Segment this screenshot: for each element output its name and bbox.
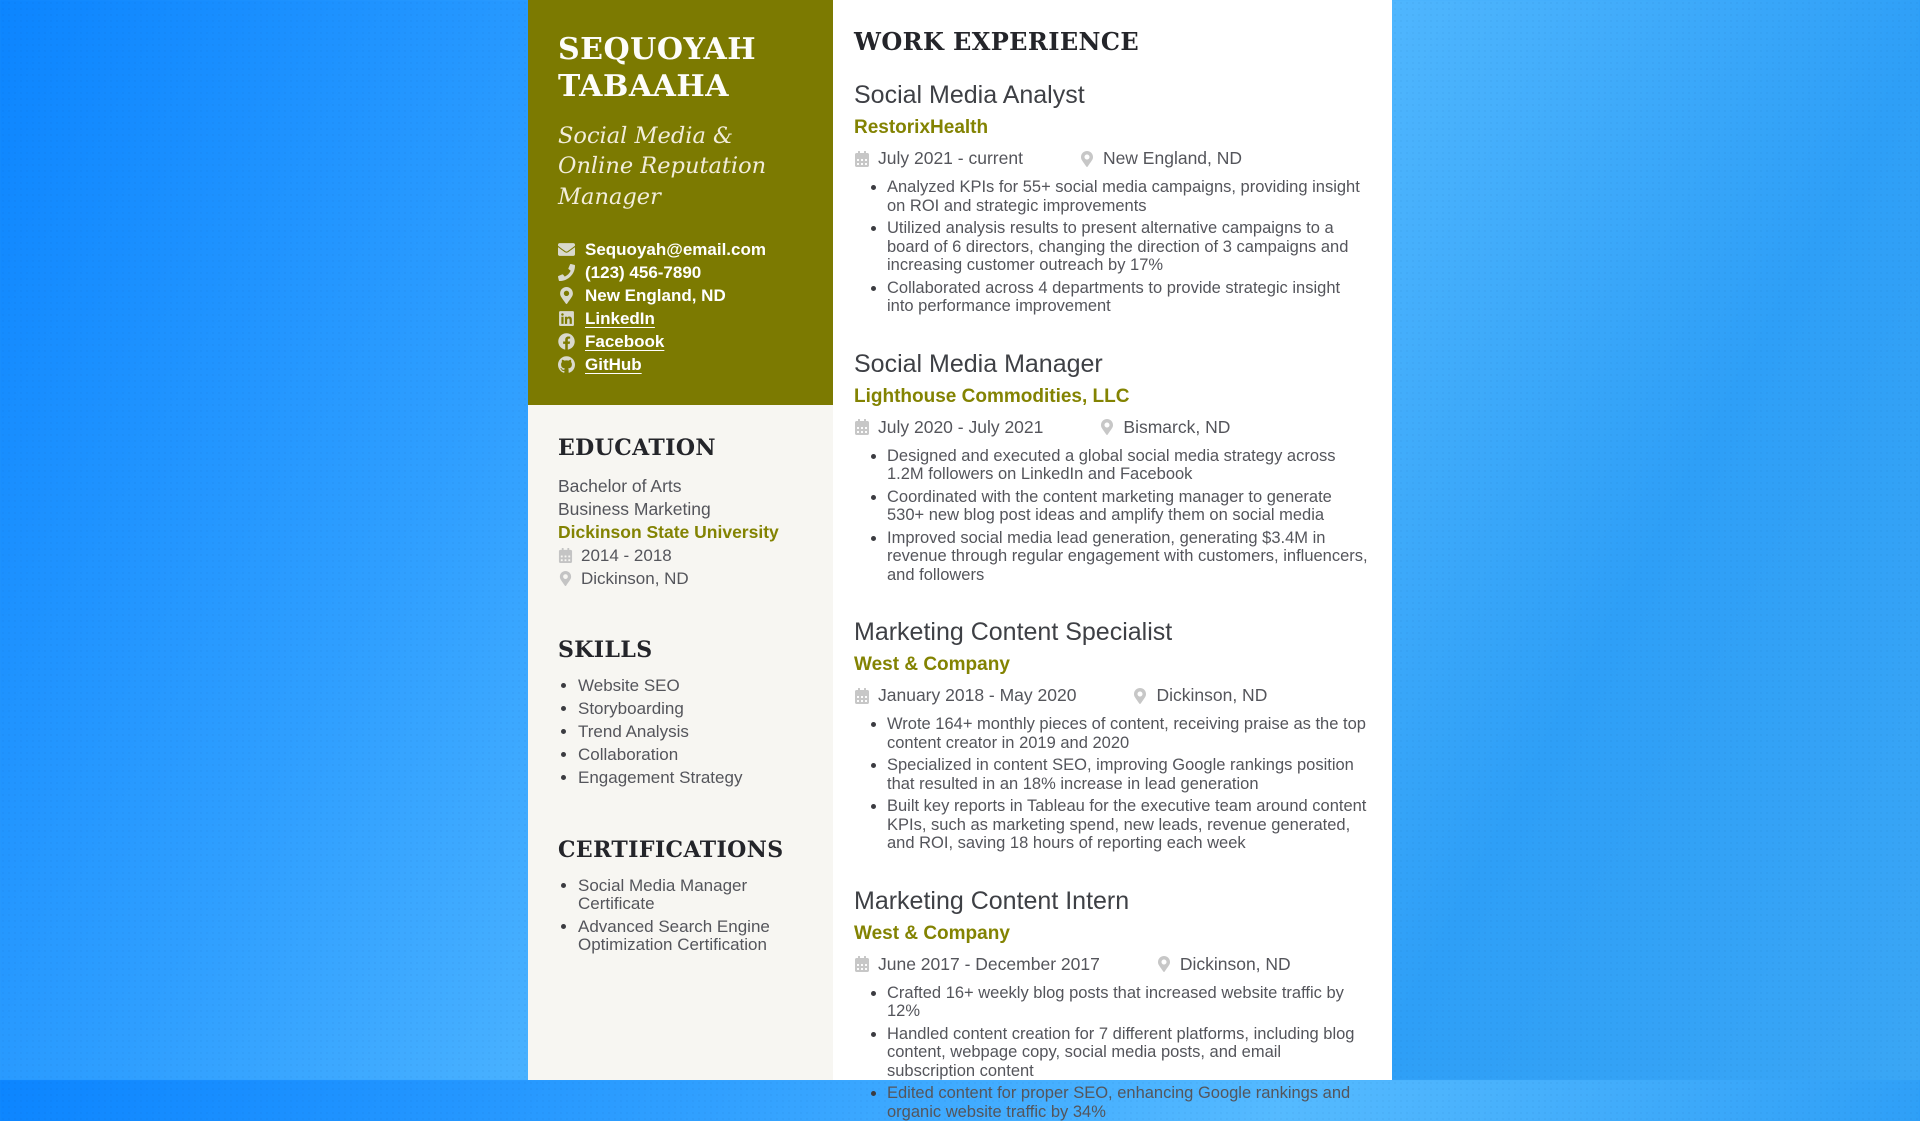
bullet-item: • Built key reports in Tableau for the executive team around content KPIs, such as marketing spend, new leads, revenue generated, and ROI, saving 18 hours of reporting each week bbox=[887, 797, 1370, 853]
job-location bbox=[1099, 417, 1230, 438]
bullet-item: • Handled content creation for 7 different platforms, including blog content, webpage copy, social media posts, and email subscription content bbox=[887, 1025, 1370, 1081]
job-dates-text: January 2018 - May 2020 bbox=[878, 685, 1076, 706]
job-meta bbox=[854, 685, 1370, 706]
job-location bbox=[1079, 148, 1242, 169]
skill-item: • Website SEO bbox=[578, 677, 809, 695]
job-dates bbox=[854, 685, 1076, 706]
certifications-section bbox=[528, 792, 833, 954]
location-pin-icon bbox=[558, 571, 573, 586]
job-dates-text: July 2020 - July 2021 bbox=[878, 417, 1043, 438]
job-bullets bbox=[854, 178, 1370, 316]
bullet-item: • Designed and executed a global social media strategy across 1.2M followers on LinkedIn and Facebook bbox=[887, 447, 1370, 484]
job-location-text: Dickinson, ND bbox=[1180, 954, 1291, 975]
education-location bbox=[558, 567, 809, 590]
resume-page bbox=[528, 0, 1392, 1080]
contact-phone bbox=[558, 264, 809, 281]
job-dates-text: July 2021 - current bbox=[878, 148, 1023, 169]
skill-item: • Collaboration bbox=[578, 746, 809, 764]
education-degree: Bachelor of Arts bbox=[558, 475, 809, 498]
sidebar bbox=[528, 0, 833, 1080]
work-experience-heading: WORK EXPERIENCE bbox=[854, 27, 1370, 56]
education-section bbox=[528, 405, 833, 590]
calendar-icon bbox=[854, 688, 870, 704]
job-dates bbox=[854, 954, 1100, 975]
job-title: Marketing Content Intern bbox=[854, 886, 1370, 916]
facebook-icon bbox=[558, 333, 575, 350]
facebook-link[interactable]: Facebook bbox=[585, 333, 664, 350]
education-dates-text: 2014 - 2018 bbox=[581, 544, 672, 567]
bullet-item: • Utilized analysis results to present alternative campaigns to a board of 6 directors, changing the direction of 3 campaigns and increasing customer outreach by 17% bbox=[887, 219, 1370, 275]
bullet-item: • Coordinated with the content marketing manager to generate 530+ new blog post ideas and amplify them on social media bbox=[887, 488, 1370, 525]
job-location bbox=[1132, 685, 1267, 706]
contact-list bbox=[558, 241, 809, 373]
location-icon bbox=[558, 287, 575, 304]
contact-email-text: Sequoyah@email.com bbox=[585, 241, 766, 258]
bullet-item: • Wrote 164+ monthly pieces of content, receiving praise as the top content creator in 2019 and 2020 bbox=[887, 715, 1370, 752]
location-pin-icon bbox=[1079, 151, 1095, 167]
job-location bbox=[1156, 954, 1291, 975]
job-bullets bbox=[854, 984, 1370, 1121]
linkedin-icon bbox=[558, 310, 575, 327]
contact-phone-text: (123) 456-7890 bbox=[585, 264, 701, 281]
job-title: Social Media Analyst bbox=[854, 80, 1370, 110]
skills-heading: SKILLS bbox=[558, 637, 809, 663]
person-name: SEQUOYAH TABAAHA bbox=[558, 32, 809, 106]
job-title: Social Media Manager bbox=[854, 349, 1370, 379]
job-dates bbox=[854, 148, 1023, 169]
job-company: RestorixHealth bbox=[854, 117, 1370, 139]
email-icon bbox=[558, 241, 575, 258]
job-entry-3 bbox=[854, 617, 1370, 853]
bullet-item: • Crafted 16+ weekly blog posts that increased website traffic by 12% bbox=[887, 984, 1370, 1021]
linkedin-link[interactable]: LinkedIn bbox=[585, 310, 655, 327]
education-dates bbox=[558, 544, 809, 567]
contact-location bbox=[558, 287, 809, 304]
github-link[interactable]: GitHub bbox=[585, 356, 642, 373]
job-location-text: Dickinson, ND bbox=[1156, 685, 1267, 706]
certification-item: • Advanced Search Engine Optimization Certification bbox=[578, 918, 809, 954]
job-company: Lighthouse Commodities, LLC bbox=[854, 386, 1370, 408]
certifications-list bbox=[558, 877, 809, 954]
skills-section bbox=[528, 590, 833, 787]
education-location-text: Dickinson, ND bbox=[581, 567, 689, 590]
job-title: Marketing Content Specialist bbox=[854, 617, 1370, 647]
skill-item: • Engagement Strategy bbox=[578, 769, 809, 787]
contact-email bbox=[558, 241, 809, 258]
location-pin-icon bbox=[1132, 688, 1148, 704]
bullet-item: • Improved social media lead generation, generating $3.4M in revenue through regular engagement with customers, influencers, and followers bbox=[887, 529, 1370, 585]
phone-icon bbox=[558, 264, 575, 281]
location-pin-icon bbox=[1099, 419, 1115, 435]
contact-location-text: New England, ND bbox=[585, 287, 726, 304]
location-pin-icon bbox=[1156, 956, 1172, 972]
job-dates bbox=[854, 417, 1043, 438]
calendar-icon bbox=[558, 548, 573, 563]
bullet-item: • Collaborated across 4 departments to provide strategic insight into performance improvement bbox=[887, 279, 1370, 316]
education-field: Business Marketing bbox=[558, 498, 809, 521]
education-heading: EDUCATION bbox=[558, 435, 809, 461]
calendar-icon bbox=[854, 956, 870, 972]
job-meta bbox=[854, 954, 1370, 975]
job-entry-4 bbox=[854, 886, 1370, 1121]
person-role: Social Media & Online Reputation Manager bbox=[558, 121, 809, 213]
github-icon bbox=[558, 356, 575, 373]
certification-item: • Social Media Manager Certificate bbox=[578, 877, 809, 913]
education-school: Dickinson State University bbox=[558, 521, 809, 544]
work-experience-column bbox=[833, 0, 1392, 1080]
contact-linkedin bbox=[558, 310, 809, 327]
job-bullets bbox=[854, 715, 1370, 853]
calendar-icon bbox=[854, 151, 870, 167]
skills-list bbox=[558, 677, 809, 787]
job-company: West & Company bbox=[854, 923, 1370, 945]
skill-item: • Storyboarding bbox=[578, 700, 809, 718]
job-company: West & Company bbox=[854, 654, 1370, 676]
contact-facebook bbox=[558, 333, 809, 350]
identity-block bbox=[528, 0, 833, 405]
bullet-item: • Specialized in content SEO, improving Google rankings position that resulted in an 18% increase in lead generation bbox=[887, 756, 1370, 793]
certifications-heading: CERTIFICATIONS bbox=[558, 837, 809, 863]
skill-item: • Trend Analysis bbox=[578, 723, 809, 741]
contact-github bbox=[558, 356, 809, 373]
job-entry-1 bbox=[854, 80, 1370, 316]
job-location-text: Bismarck, ND bbox=[1123, 417, 1230, 438]
job-meta bbox=[854, 148, 1370, 169]
calendar-icon bbox=[854, 419, 870, 435]
job-entry-2 bbox=[854, 349, 1370, 585]
bullet-item: • Edited content for proper SEO, enhancing Google rankings and organic website traffic by 34% bbox=[887, 1084, 1370, 1121]
bullet-item: • Analyzed KPIs for 55+ social media campaigns, providing insight on ROI and strategic improvements bbox=[887, 178, 1370, 215]
job-dates-text: June 2017 - December 2017 bbox=[878, 954, 1100, 975]
job-bullets bbox=[854, 447, 1370, 585]
job-location-text: New England, ND bbox=[1103, 148, 1242, 169]
job-meta bbox=[854, 417, 1370, 438]
